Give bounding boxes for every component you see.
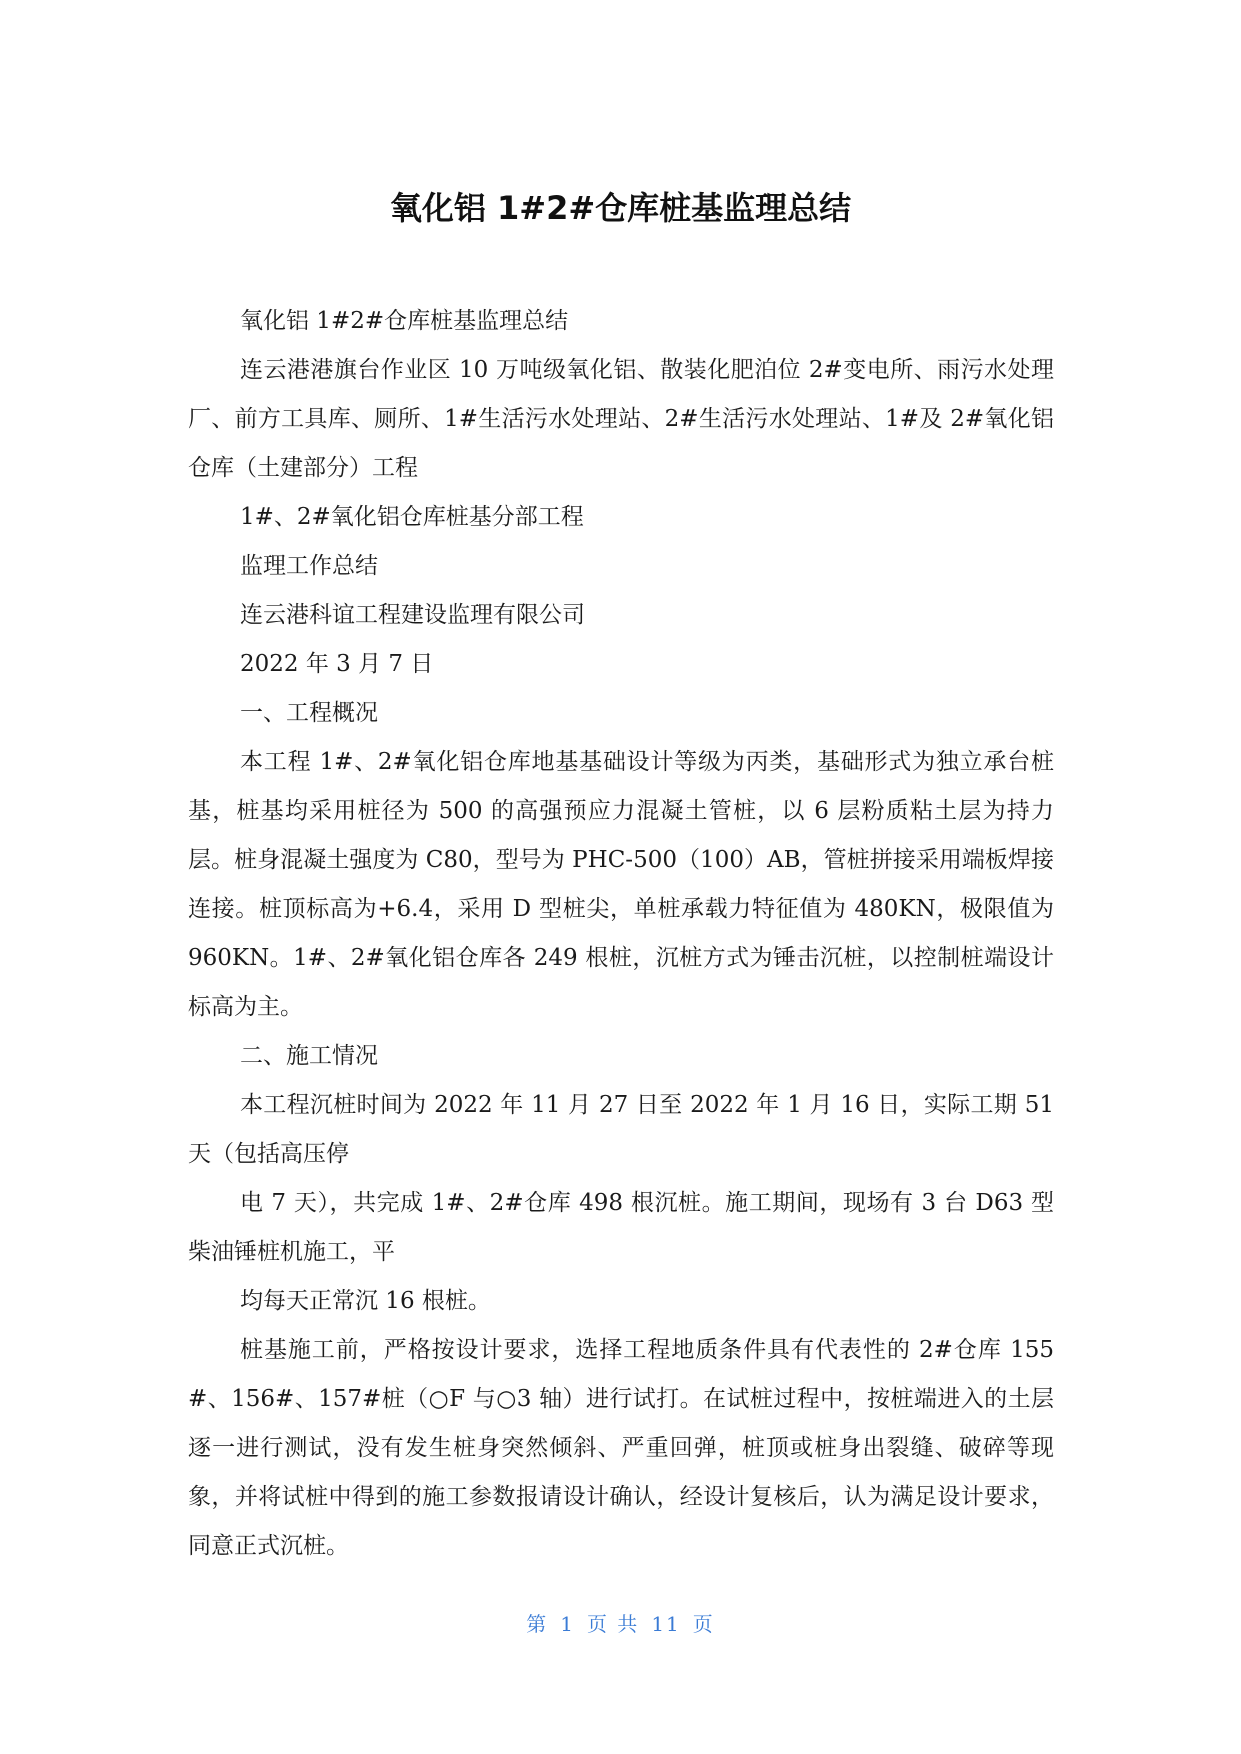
page-footer — [0, 1610, 1241, 1638]
paragraph: 本工程 1#、2#氧化铝仓库地基基础设计等级为丙类，基础形式为独立承台桩基，桩基均采用桩径为 500 的高强预应力混凝土管桩，以 6 层粉质粘土层为持力层。桩身混凝土强度为 C80，型号为 PHC-500（100）AB，管桩拼接采用端板焊接连接。桩顶标高为+6.4，采用 D 型桩尖，单桩承载力特征值为 480KN，极限值为 960KN。1#、2#氧化铝仓库各 249 根桩，沉桩方式为锤击沉桩，以控制桩端设计标高为主。 — [188, 749, 1054, 1020]
paragraph: 连云港科谊工程建设监理有限公司 — [240, 602, 585, 628]
section-heading: 一、工程概况 — [240, 700, 378, 726]
footer-total-pages: 11 — [651, 1612, 681, 1636]
document-title: 氧化铝 1#2#仓库桩基监理总结 — [389, 189, 852, 227]
footer-middle: 页 共 — [586, 1612, 640, 1636]
section-heading: 二、施工情况 — [240, 1043, 378, 1069]
paragraph: 桩基施工前，严格按设计要求，选择工程地质条件具有代表性的 2#仓库 155#、156#、157#桩（○F 与○3 轴）进行试打。在试桩过程中，按桩端进入的土层逐一进行测试，没有发生桩身突然倾斜、严重回弹，桩顶或桩身出裂缝、破碎等现象，并将试桩中得到的施工参数报请设计确认，经设计复核后，认为满足设计要求，同意正式沉桩。 — [188, 1337, 1054, 1559]
footer-page-number: 1 — [560, 1612, 575, 1636]
document-body — [188, 297, 1054, 1571]
paragraph: 本工程沉桩时间为 2022 年 11 月 27 日至 2022 年 1 月 16 日，实际工期 51 天（包括高压停 — [188, 1092, 1054, 1167]
footer-prefix: 第 — [526, 1612, 549, 1636]
paragraph: 氧化铝 1#2#仓库桩基监理总结 — [240, 308, 569, 334]
paragraph: 连云港港旗台作业区 10 万吨级氧化铝、散装化肥泊位 2#变电所、雨污水处理厂、前方工具库、厕所、1#生活污水处理站、2#生活污水处理站、1#及 2#氧化铝仓库（土建部分）工程 — [188, 357, 1054, 481]
paragraph: 均每天正常沉 16 根桩。 — [240, 1288, 491, 1314]
paragraph: 监理工作总结 — [240, 553, 378, 579]
paragraph: 电 7 天），共完成 1#、2#仓库 498 根沉桩。施工期间，现场有 3 台 D63 型柴油锤桩机施工，平 — [188, 1190, 1054, 1265]
paragraph: 2022 年 3 月 7 日 — [240, 651, 434, 677]
paragraph: 1#、2#氧化铝仓库桩基分部工程 — [240, 504, 584, 530]
footer-suffix: 页 — [692, 1612, 715, 1636]
